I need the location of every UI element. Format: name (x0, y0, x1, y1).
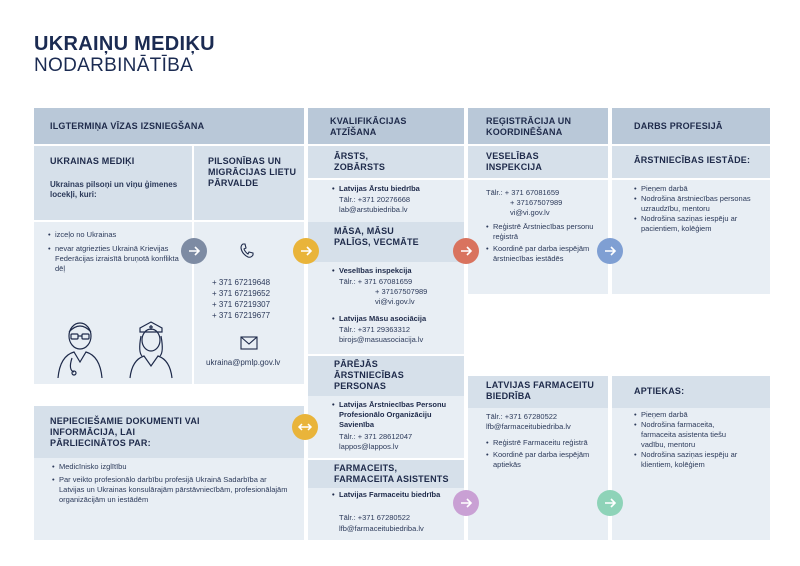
list-item: • Pieņem darbā (634, 410, 744, 420)
pmlp-phone: + 371 67219648 (212, 278, 271, 287)
pmlp-phone: + 371 67219677 (212, 311, 271, 320)
list-item: • Nodrošina saziņas iespēju ar klientiem, kolēģiem (634, 450, 744, 470)
list-item: • Par veikto profesionālo darbību profesijā Ukrainā Sadarbība ar Latvijas un Ukrainas konsulārajām pārstāvniecībām, profesionālajām organizācijām un iestādēm (52, 475, 290, 505)
docs-header: NEPIECIEŠAMIE DOKUMENTI VAI INFORMĀCIJA, LAI PĀRLIECINĀTOS PAR: (34, 406, 304, 458)
reg-lfb-header: LATVIJAS FARMACEITU BIEDRĪBA (468, 376, 608, 408)
mail-icon (240, 336, 258, 350)
pmlp-body (194, 222, 304, 384)
page-subtitle: NODARBINĀTĪBA (34, 55, 194, 76)
pmlp-email: ukraina@pmlp.gov.lv (206, 358, 281, 367)
list-item: • Nodrošina ārstniecības personas uzraudzību, mentoru (634, 194, 758, 214)
doctor-male-icon (52, 318, 108, 380)
work-pharm-header: APTIEKAS: (612, 376, 770, 408)
visa-header: ILGTERMIŅA VĪZAS IZSNIEGŠANA (34, 108, 304, 144)
list-item: • Koordinē par darba iespējām aptiekās (486, 450, 604, 470)
qual-other-header: PĀRĒJĀS ĀRSTNIECĪBAS PERSONAS (308, 356, 464, 396)
list-item: • Medicīnisko izglītību (52, 462, 290, 472)
list-item: • Nodrošina saziņas iespēju ar pacientiem, kolēģiem (634, 214, 758, 234)
reg-header: REĢISTRĀCIJA UN KOORDINĒŠANA (468, 108, 608, 144)
list-item: • Nodrošina farmaceita, farmaceita asistenta tiešu vadību, mentoru (634, 420, 744, 450)
list-item: • Reģistrē Ārstniecības personu reģistrā (486, 222, 604, 242)
qual-pharm-header: FARMACEITS, FARMACEITA ASISTENTS (308, 460, 464, 488)
work-inst-body (612, 180, 770, 294)
qual-other-body: • Latvijas Ārstniecības Personu Profesionālo Organizāciju Savienība Tālr.: + 371 28612047 lappos@lappos.lv (308, 396, 464, 458)
qual-doctor-header: ĀRSTS, ZOBĀRSTS (308, 146, 464, 178)
qual-header: KVALIFIKĀCIJAS ATZĪŠANA (308, 108, 464, 144)
work-inst-header: ĀRSTNIECĪBAS IESTĀDE: (612, 146, 770, 178)
arrow-right-icon (597, 490, 623, 516)
reg-vi-body: Tālr.: + 371 67081659 + 37167507989 vi@vi.gov.lv • Reģistrē Ārstniecības personu reģistrā • Koordinē par darba iespējām ārstniecības iestādēs (468, 180, 608, 294)
phone-icon (238, 242, 256, 260)
list-item: • Koordinē par darba iespējām ārstniecības iestādēs (486, 244, 604, 264)
reg-vi-header: VESELĪBAS INSPEKCIJA (468, 146, 608, 178)
list-item: • nevar atgriezties Ukrainā Krievijas Federācijas izraisītā bruņotā konflikta dēļ (48, 244, 184, 274)
list-item: • Reģistrē Farmaceitu reģistrā (486, 438, 604, 448)
arrow-right-icon (453, 238, 479, 264)
arrow-right-icon (597, 238, 623, 264)
qual-nurse-body: • Veselības inspekcija Tālr.: + 371 67081659 + 37167507989 vi@vi.gov.lv • Latvijas Māsu asociācija Tālr.: +371 29363312 birojs@masuasociacija.lv (308, 262, 464, 354)
arrow-right-icon (293, 238, 319, 264)
ukr-medics-header: UKRAINAS MEDIĶI Ukrainas pilsoņi un viņu ģimenes locekļi, kuri: (34, 146, 192, 220)
nurse-female-icon (126, 318, 176, 380)
pmlp-phone: + 371 67219652 (212, 289, 271, 298)
qual-pharm-body: • Latvijas Farmaceitu biedrība Tālr.: +371 67280522 lfb@farmaceitubiedriba.lv (308, 488, 464, 540)
arrow-both-icon (292, 414, 318, 440)
list-item: • izceļo no Ukrainas (48, 230, 184, 240)
ukr-medics-body (34, 222, 192, 384)
docs-body (34, 458, 304, 540)
work-header: DARBS PROFESIJĀ (612, 108, 770, 144)
list-item: • Pieņem darbā (634, 184, 758, 194)
pmlp-header: PILSONĪBAS UN MIGRĀCIJAS LIETU PĀRVALDE (194, 146, 304, 220)
page-title: UKRAIŅU MEDIĶU (34, 33, 215, 55)
arrow-right-icon (181, 238, 207, 264)
qual-nurse-header: MĀSA, MĀSU PALĪGS, VECMĀTE (308, 222, 464, 262)
qual-doctor-body: • Latvijas Ārstu biedrība Tālr.: +371 20276668 lab@arstubiedriba.lv (308, 180, 464, 222)
arrow-right-icon (453, 490, 479, 516)
reg-lfb-body: Tālr.: +371 67280522 lfb@farmaceitubiedriba.lv • Reģistrē Farmaceitu reģistrā • Koordinē par darba iespējām aptiekās (468, 408, 608, 540)
work-pharm-body (612, 408, 770, 540)
pmlp-phone: + 371 67219307 (212, 300, 271, 309)
